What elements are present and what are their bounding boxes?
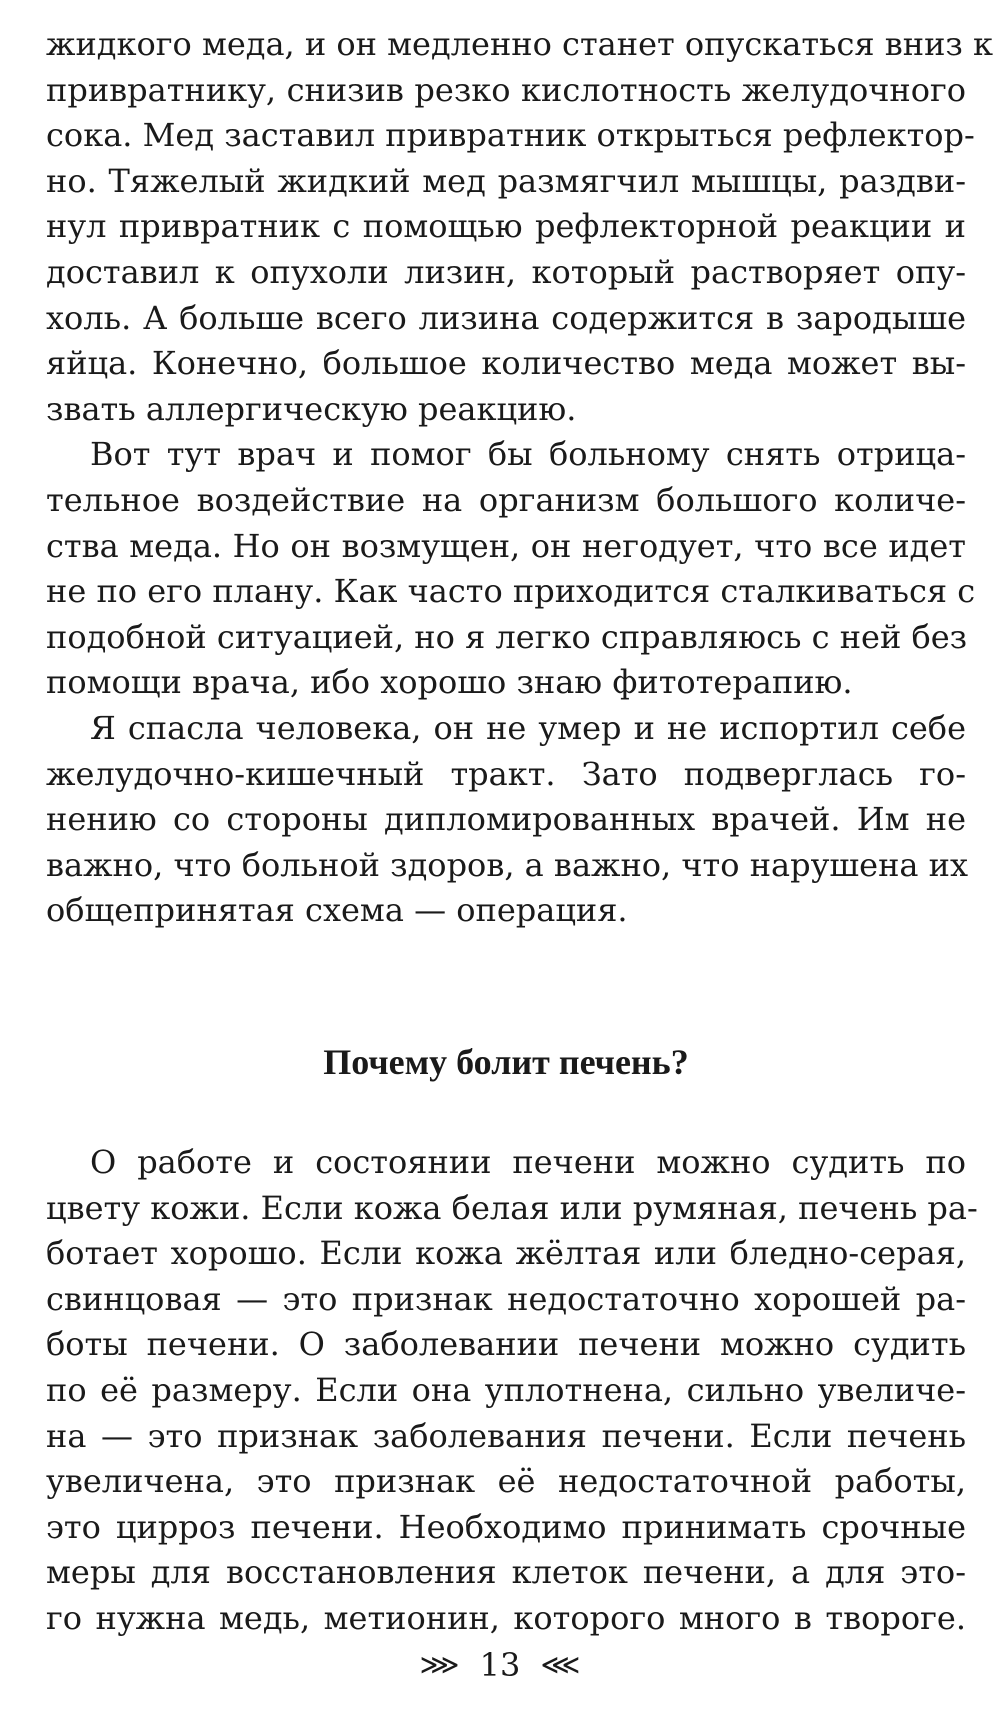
text-line: яйца. Конечно, большое количество меда может вы- [46, 344, 966, 383]
text-line: привратнику, снизив резко кислотность желудочного [46, 70, 966, 109]
paragraph-2 [46, 432, 976, 706]
text-line: желудочно-кишечный тракт. Зато подверглась го- [46, 754, 966, 793]
text-line: ства меда. Но он возмущен, он негодует, что все идет [46, 526, 966, 565]
text-line: цвету кожи. Если кожа белая или румяная, печень ра- [46, 1188, 978, 1227]
text-line: тельное воздействие на организм большого количе- [46, 480, 966, 519]
text-line: го нужна медь, метионин, которого много в твороге. [46, 1598, 966, 1637]
text-line: О работе и состоянии печени можно судить по [90, 1143, 966, 1181]
text-section-1 [46, 22, 994, 934]
text-line: Я спасла человека, он не умер и не испортил себе [90, 708, 966, 747]
text-line: нул привратник с помощью рефлекторной реакции и [46, 207, 966, 246]
paragraph-1 [46, 22, 994, 432]
text-line: не по его плану. Как часто приходится сталкиваться с [46, 572, 976, 611]
text-line: нению со стороны дипломированных врачей. Им не [46, 800, 966, 839]
text-line: меры для восстановления клеток печени, а для это- [46, 1553, 966, 1592]
text-line: сока. Мед заставил привратник открыться рефлектор- [46, 116, 975, 155]
ornament-right-icon: ⋘ [540, 1647, 581, 1681]
text-line: на — это признак заболевания печени. Если печень [46, 1416, 966, 1455]
page-footer [0, 1642, 1000, 1685]
text-line: боты печени. О заболевании печени можно судить [46, 1325, 966, 1364]
text-line: холь. А больше всего лизина содержится в зародыше [46, 298, 966, 337]
text-line: помощи врача, ибо хорошо знаю фитотерапию. [46, 663, 853, 702]
page [46, 22, 994, 1637]
text-line: свинцовая — это признак недостаточно хорошей ра- [46, 1279, 966, 1318]
text-line: Вот тут врач и помог бы больному снять отрица- [90, 435, 966, 474]
text-line: ботает хорошо. Если кожа жёлтая или бледно-серая, [46, 1234, 966, 1273]
page-number: 13 [479, 1645, 521, 1684]
text-line: важно, что больной здоров, а важно, что нарушена их [46, 845, 969, 884]
text-section-2 [46, 1140, 978, 1642]
text-line: доставил к опухоли лизин, который растворяет опу- [46, 252, 966, 291]
text-line: звать аллергическую реакцию. [46, 389, 577, 428]
text-line: но. Тяжелый жидкий мед размягчил мышцы, раздви- [46, 161, 966, 200]
text-line: увеличена, это признак её недостаточной работы, [46, 1462, 966, 1501]
paragraph-3 [46, 706, 969, 934]
section-heading: Почему болит печень? [323, 1042, 689, 1082]
text-line: подобной ситуацией, но я легко справляюсь с ней без [46, 617, 968, 656]
text-line: по её размеру. Если она уплотнена, сильно увеличе- [46, 1370, 966, 1409]
paragraph-4 [46, 1140, 978, 1642]
text-line: жидкого меда, и он медленно станет опускаться вниз к [46, 25, 994, 63]
ornament-left-icon: ⋙ [419, 1647, 460, 1681]
text-line: это цирроз печени. Необходимо принимать срочные [46, 1507, 966, 1546]
text-line: общепринятая схема — операция. [46, 891, 628, 930]
